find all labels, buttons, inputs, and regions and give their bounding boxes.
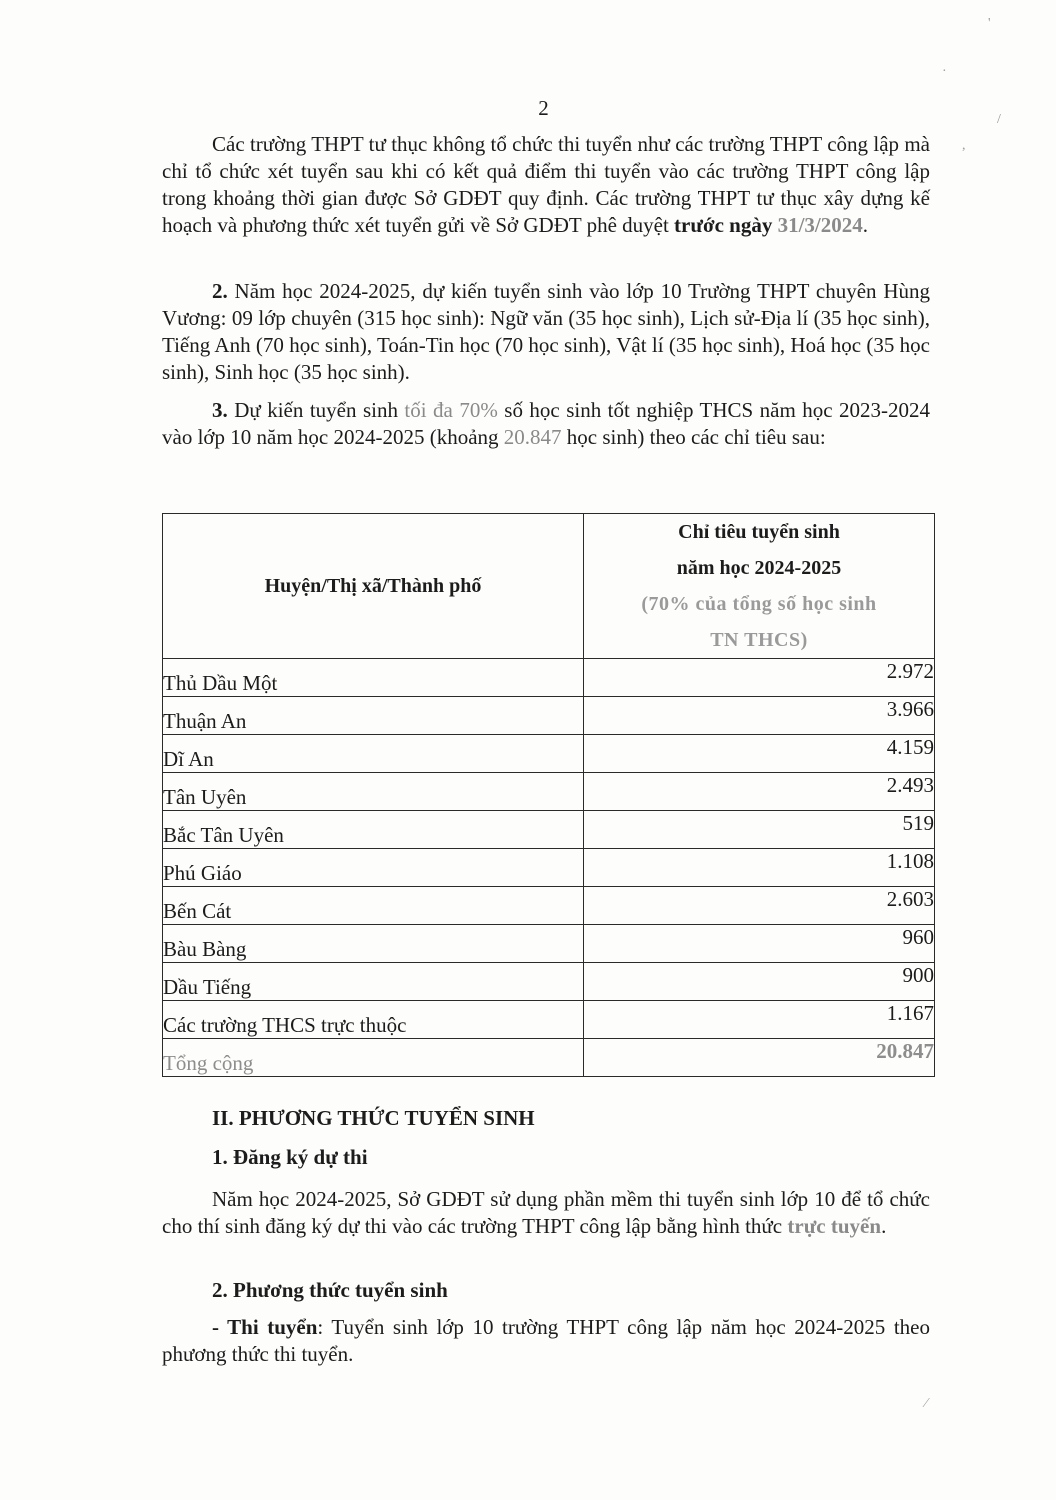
paragraph-hung-vuong: [162, 278, 930, 386]
total-value: 20.847: [584, 1039, 935, 1077]
row-value: 3.966: [584, 697, 935, 735]
header-quota-line2: năm học 2024-2025: [676, 557, 842, 579]
p1-date: 31/3/2024: [777, 213, 863, 237]
scan-mark: /: [997, 112, 1001, 127]
row-name: Thuận An: [163, 697, 584, 735]
p1-end: .: [862, 213, 869, 237]
table-row: [163, 773, 935, 811]
table-header-row: [163, 514, 935, 659]
row-name: Thủ Dầu Một: [163, 659, 584, 697]
total-name: Tổng cộng: [163, 1039, 584, 1077]
p3-text-b: số học sinh tốt nghiệp THCS năm học 2023-2024 vào lớp 10 năm học 2024-2025 (khoảng: [162, 398, 931, 449]
subheading-registration: 1. Đăng ký dự thi: [212, 1145, 368, 1169]
table-row: [163, 659, 935, 697]
header-quota: [584, 514, 935, 659]
row-name: Phú Giáo: [163, 849, 584, 887]
page-number: 2: [538, 96, 549, 120]
header-quota-line4: TN THCS): [710, 629, 808, 651]
table-row: [163, 887, 935, 925]
row-name: Tân Uyên: [163, 773, 584, 811]
table-total-row: [163, 1039, 935, 1077]
sub1-text: Năm học 2024-2025, Sở GDĐT sử dụng phần mềm thi tuyển sinh lớp 10 để tổ chức cho thí sinh đăng ký dự thi vào các trường THPT công lập bằng hình thức: [162, 1187, 930, 1238]
scan-mark: ·: [942, 64, 947, 79]
paragraph-method: [162, 1314, 930, 1368]
section-heading: II. PHƯƠNG THỨC TUYỂN SINH: [212, 1106, 535, 1130]
sub1-faded: trực tuyến: [787, 1214, 882, 1238]
scan-mark: ⁄: [925, 1396, 928, 1411]
table-row: [163, 1001, 935, 1039]
p3-text-a: Dự kiến tuyển sinh: [234, 398, 398, 422]
quota-table: [162, 513, 935, 1077]
row-value: 900: [584, 963, 935, 1001]
p2-num: 2.: [212, 279, 228, 303]
header-district: Huyện/Thị xã/Thành phố: [163, 514, 584, 659]
row-value: 2.493: [584, 773, 935, 811]
sub2-bold: - Thi tuyển: [212, 1315, 318, 1339]
p1-bold: trước ngày: [674, 213, 773, 237]
paragraph-private-schools: [162, 131, 930, 239]
p1-text: Các trường THPT tư thục không tổ chức thi tuyển như các trường THPT công lập mà chỉ tổ chức xét tuyển sau khi có kết quả điểm thi tuyển vào các trường THPT công lập trong khoảng thời gian được Sở GDĐT quy định. Các trường THPT tư thục xây dựng kế hoạch và phương thức xét tuyển gửi về Sở GDĐT phê duyệt: [162, 132, 930, 237]
row-value: 2.603: [584, 887, 935, 925]
paragraph-quota: [162, 397, 930, 451]
table-row: [163, 849, 935, 887]
p2-text: Năm học 2024-2025, dự kiến tuyển sinh vào lớp 10 Trường THPT chuyên Hùng Vương: 09 lớp chuyên (315 học sinh): Ngữ văn (35 học sinh), Lịch sử-Địa lí (35 học sinh), Tiếng Anh (70 học sinh), Toán-Tin học (70 học sinh), Vật lí (35 học sinh), Hoá học (35 học sinh), Sinh học (35 học sinh).: [162, 279, 930, 384]
row-name: Bàu Bàng: [163, 925, 584, 963]
paragraph-registration: [162, 1186, 930, 1240]
row-value: 2.972: [584, 659, 935, 697]
row-name: Bến Cát: [163, 887, 584, 925]
header-quota-line1: Chỉ tiêu tuyển sinh: [678, 521, 840, 543]
row-name: Các trường THCS trực thuộc: [163, 1001, 584, 1039]
table-row: [163, 735, 935, 773]
p3-faded-b: 20.847: [503, 425, 562, 449]
table-row: [163, 925, 935, 963]
sub2-text: : Tuyển sinh lớp 10 trường THPT công lập năm học 2024-2025 theo phương thức thi tuyển.: [162, 1315, 931, 1366]
header-quota-line3: (70% của tổng số học sinh: [641, 593, 877, 615]
row-value: 960: [584, 925, 935, 963]
table-row: [163, 811, 935, 849]
row-value: 1.167: [584, 1001, 935, 1039]
row-value: 519: [584, 811, 935, 849]
row-value: 4.159: [584, 735, 935, 773]
subheading-method: 2. Phương thức tuyển sinh: [212, 1278, 448, 1302]
p3-text-c: học sinh) theo các chỉ tiêu sau:: [566, 425, 826, 449]
scan-mark: ,: [962, 138, 966, 153]
sub1-end: .: [881, 1214, 887, 1238]
scan-mark: ': [988, 16, 991, 31]
p3-num: 3.: [212, 398, 228, 422]
row-value: 1.108: [584, 849, 935, 887]
row-name: Bắc Tân Uyên: [163, 811, 584, 849]
row-name: Dầu Tiếng: [163, 963, 584, 1001]
row-name: Dĩ An: [163, 735, 584, 773]
table-row: [163, 697, 935, 735]
p3-faded-a: tối đa 70%: [404, 398, 498, 422]
table-row: [163, 963, 935, 1001]
